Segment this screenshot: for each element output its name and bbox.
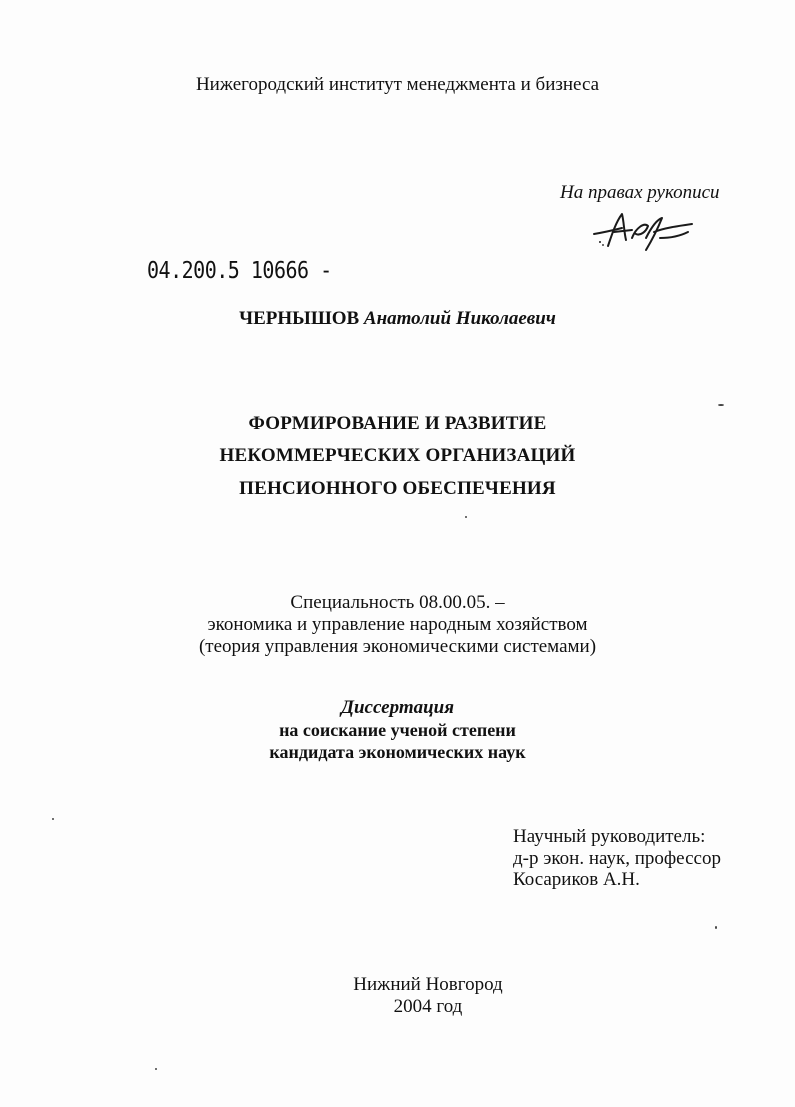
- scan-speck: [465, 516, 467, 518]
- degree-line-2: кандидата экономических наук: [269, 742, 526, 762]
- specialty-line-1: Специальность 08.00.05. –: [290, 592, 505, 613]
- author-surname: ЧЕРНЫШОВ: [239, 308, 360, 329]
- registration-code: 04.200.5 10666 -: [147, 256, 332, 284]
- thesis-title-line-3: ПЕНСИОННОГО ОБЕСПЕЧЕНИЯ: [239, 478, 556, 499]
- institute-name: Нижегородский институт менеджмента и бизнеса: [195, 74, 600, 95]
- dissertation-label: Диссертация: [340, 697, 455, 718]
- degree-line-1: на соискание ученой степени: [279, 720, 516, 740]
- thesis-title-line-2: НЕКОММЕРЧЕСКИХ ОРГАНИЗАЦИЙ: [219, 445, 576, 466]
- author-name: [0, 308, 795, 330]
- scan-speck: [155, 1068, 157, 1070]
- scan-speck: [52, 818, 54, 820]
- supervisor-heading: Научный руководитель:: [513, 826, 706, 847]
- scan-speck: [602, 244, 604, 246]
- handwritten-signature: [588, 208, 706, 257]
- specialty-line-2: экономика и управление народным хозяйством: [207, 614, 588, 635]
- rights-note: На правах рукописи: [560, 182, 720, 203]
- supervisor-degree: д-р экон. наук, профессор: [513, 848, 721, 869]
- specialty-line-3: (теория управления экономическими системами): [198, 636, 597, 657]
- scan-speck: [718, 404, 724, 406]
- thesis-title-line-1: ФОРМИРОВАНИЕ И РАЗВИТИЕ: [248, 413, 547, 434]
- city: Нижний Новгород: [353, 974, 503, 995]
- year: 2004 год: [393, 996, 463, 1017]
- supervisor-name: Косариков А.Н.: [513, 869, 640, 890]
- scan-speck: [715, 926, 717, 929]
- author-given-names: Анатолий Николаевич: [363, 308, 556, 329]
